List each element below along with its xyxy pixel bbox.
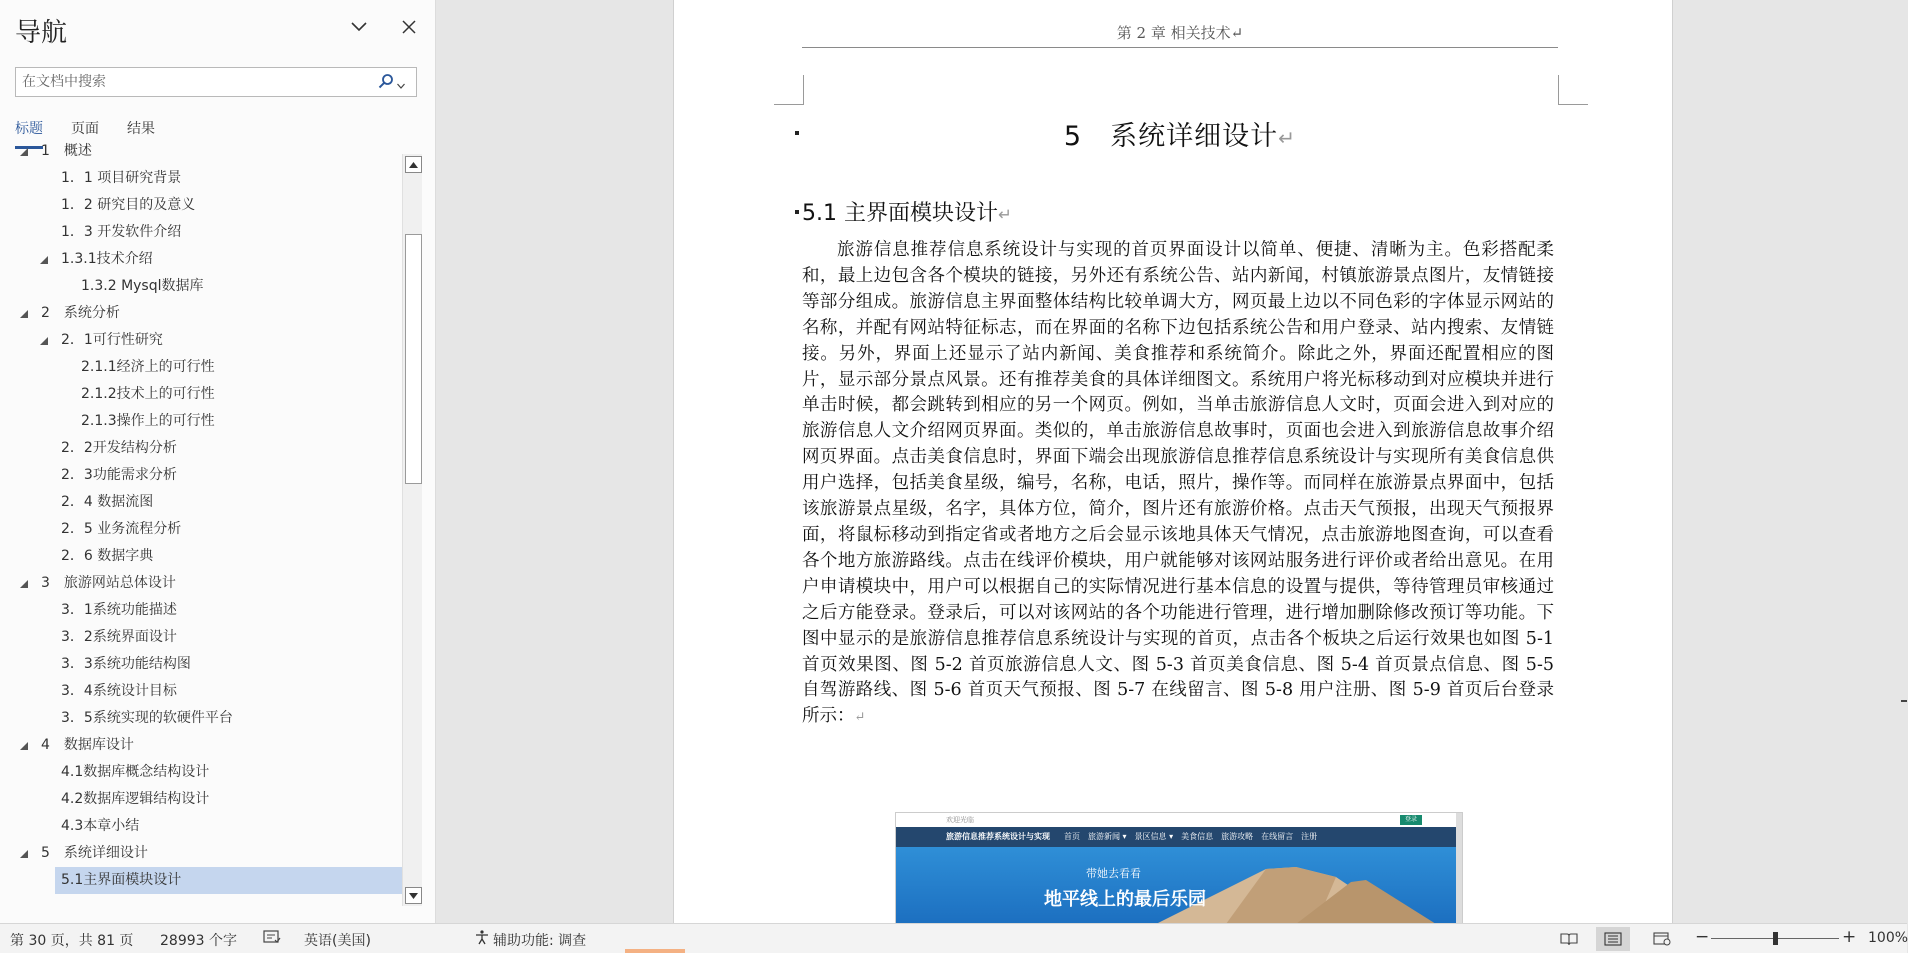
save-progress-indicator [625,949,685,953]
search-input[interactable] [16,68,366,96]
close-icon[interactable] [396,14,422,40]
search-button[interactable] [378,73,410,93]
nav-heading-item[interactable]: 1.3.1技术介绍 [61,251,153,267]
expand-triangle-icon[interactable] [19,309,29,319]
figure-homepage-screenshot[interactable] [895,812,1463,923]
figure-nav-link: 首页 [1064,832,1080,841]
figure-hero-banner [896,847,1462,924]
nav-heading-item[interactable]: 2．4 数据流图 [61,494,154,510]
accessibility-icon[interactable] [474,929,490,949]
nav-heading-item[interactable]: 3．5系统实现的软硬件平台 [61,710,233,726]
running-header: 第 2 章 相关技术↵ [802,22,1558,48]
nav-heading-item[interactable]: 3．3系统功能结构图 [61,656,191,672]
figure-login-button: 登录 [1400,815,1422,825]
document-area[interactable] [437,0,1907,923]
document-page[interactable] [673,0,1673,923]
paragraph-mark: ↵ [997,205,1012,224]
nav-heading-item[interactable]: 2．2开发结构分析 [61,440,177,456]
web-layout-button[interactable] [1645,927,1679,951]
nav-heading-item[interactable]: 4.3本章小结 [61,818,140,834]
triangle-up-icon [409,162,418,168]
expand-triangle-icon[interactable] [19,579,29,589]
word-count[interactable]: 28993 个字 [160,933,237,949]
nav-heading-item[interactable]: 4 数据库设计 [41,737,134,753]
chapter-heading[interactable] [802,114,1558,153]
nav-heading-item[interactable]: 2．5 业务流程分析 [61,521,182,537]
body-paragraph-text: 旅游信息推荐信息系统设计与实现的首页界面设计以简单、便捷、清晰为主。色彩搭配柔和，最上边包含各个模块的链接，另外还有系统公告、站内新闻，村镇旅游景点图片，友情链接等部分组成。旅游信息主界面整体结构比较单调大方，网页最上边以不同色彩的字体显示网站的名称，并配有网站特征标志，而在界面的名称下边包括系统公告和用户登录、站内搜索、友情链接。另外，界面上还显示了站内新闻、美食推荐和系统简介。除此之外，界面还配置相应的图片，显示部分景点风景。还有推荐美食的具体详细图文。系统用户将光标移动到对应模块并进行单击时候，都会跳转到相应的另一个网页。例如，当单击旅游信息人文时，页面会进入到对应的旅游信息人文介绍网页界面。类似的，单击旅游信息故事时，页面也会进入到旅游信息故事介绍网页界面。点击美食信息时，界面下端会出现旅游信息推荐信息系统设计与实现所有美食信息供用户选择，包括美食星级，编号，名称，电话，照片，操作等。而同样在旅游景点界面中，包括该旅游景点星级，名字，具体方位，简介，图片还有旅游价格。点击天气预报，出现天气预报界面，将鼠标移动到指定省或者地方之后会显示该地具体天气情况，点击旅游地图查询，可以查看各个地方旅游路线。点击在线评价模块，用户就能够对该网站服务进行评价或者给出意见。在用户申请模块中，用户可以根据自己的实际情况进行基本信息的设置与提供，等待管理员审核通过之后方能登录。登录后，可以对该网站的各个功能进行管理，进行增加删除修改预订等功能。下图中显示的是旅游信息推荐信息系统设计与实现的首页，点击各个板块之后运行效果也如图 5-1 首页效果图、图 5-2 首页旅游信息人文、图 5-3 首页美食信息、图 5-4 首页景点信息、图 5-5 自驾游路线、图 5-6 首页天气预报、图 5-7 在线留言、图 5-8 用户注册、图 5-9 首页后台登录所示： [802,240,1554,727]
print-layout-button[interactable] [1596,927,1630,951]
figure-brand: 旅游信息推荐系统设计与实现 [946,832,1050,841]
section-heading-text: 5.1 主界面模块设计 [802,201,998,226]
paragraph-mark: ↵ [1278,126,1297,150]
paragraph-bullet [795,210,799,214]
expand-triangle-icon[interactable] [39,255,49,265]
tab-pages[interactable]: 页面 [71,121,99,137]
book-icon [1560,932,1578,946]
paragraph-mark: ↵ [854,710,866,726]
status-bar [0,923,1907,953]
figure-hero-subtitle: 带她去看看 [1086,867,1141,880]
nav-heading-item[interactable]: 4.1数据库概念结构设计 [61,764,210,780]
crop-mark-left [774,75,804,105]
nav-scrollbar[interactable] [402,154,422,906]
nav-heading-item[interactable]: 2．1可行性研究 [61,332,163,348]
figure-welcome-text: 欢迎光临 [946,816,974,824]
nav-heading-item[interactable]: 1.3.2 Mysql数据库 [81,278,204,294]
accessibility-status[interactable]: 辅助功能: 调查 [493,933,587,949]
expand-triangle-icon[interactable] [19,849,29,859]
scroll-down-button[interactable] [405,887,422,904]
nav-heading-item[interactable]: 2.1.2技术上的可行性 [81,386,215,402]
expand-triangle-icon[interactable] [39,336,49,346]
figure-hero-title: 地平线上的最后乐园 [1044,889,1206,910]
nav-heading-item[interactable]: 1．3 开发软件介绍 [61,224,182,240]
nav-pane-title: 导航 [15,18,68,48]
zoom-out-button[interactable]: − [1695,927,1710,947]
nav-heading-item[interactable]: 1．2 研究目的及意义 [61,197,196,213]
nav-heading-item[interactable]: 3．1系统功能描述 [61,602,177,618]
language-indicator[interactable]: 英语(美国) [304,933,371,949]
edge-marker [1901,700,1907,702]
scroll-up-button[interactable] [405,156,422,173]
figure-nav-link: 在线留言 [1261,832,1294,841]
nav-heading-item[interactable]: 3．2系统界面设计 [61,629,177,645]
expand-triangle-icon[interactable] [19,147,29,157]
crop-mark-right [1558,75,1588,105]
zoom-in-button[interactable]: + [1842,927,1857,947]
nav-heading-item[interactable]: 1 概述 [41,143,92,159]
nav-heading-item[interactable]: 2．3功能需求分析 [61,467,177,483]
nav-heading-item[interactable]: 2.1.3操作上的可行性 [81,413,215,429]
dropdown-arrow-icon [397,74,405,93]
figure-nav-link: 注册 [1301,832,1318,841]
section-heading[interactable] [802,196,1012,227]
zoom-level[interactable]: 100% [1868,930,1908,946]
figure-topbar [896,813,1462,827]
nav-heading-item[interactable]: 3 旅游网站总体设计 [41,575,176,591]
figure-nav-link: 旅游新闻 ▾ [1088,832,1127,841]
figure-nav-link: 美食信息 [1181,832,1214,841]
triangle-down-icon [409,893,418,899]
figure-navbar [896,827,1462,847]
read-mode-button[interactable] [1552,927,1586,951]
nav-heading-item[interactable]: 1．1 项目研究背景 [61,170,182,186]
chevron-down-icon[interactable] [346,14,372,40]
body-paragraph[interactable] [802,238,1554,731]
nav-heading-item[interactable]: 2.1.1经济上的可行性 [81,359,215,375]
chapter-heading-text: 5 系统详细设计 [1063,121,1279,152]
navigation-pane [0,0,436,923]
figure-nav-link: 旅游攻略 [1221,832,1254,841]
nav-heading-item[interactable]: 4.2数据库逻辑结构设计 [61,791,210,807]
nav-heading-item[interactable]: 2．6 数据字典 [61,548,154,564]
tab-results[interactable]: 结果 [127,121,155,137]
nav-heading-item[interactable]: 5 系统详细设计 [41,845,148,861]
page-layout-icon [1604,932,1622,946]
scrollbar-thumb[interactable] [405,234,422,484]
expand-triangle-icon[interactable] [19,741,29,751]
heading-tree [0,143,402,906]
nav-search-box [15,67,417,97]
figure-nav-link: 景区信息 ▾ [1134,832,1174,841]
web-layout-icon [1653,932,1671,946]
proofing-icon[interactable] [263,929,281,949]
page-count[interactable]: 第 30 页，共 81 页 [10,933,134,949]
paragraph-bullet [795,131,799,135]
search-icon [378,73,394,93]
zoom-slider-thumb[interactable] [1773,932,1778,945]
tab-headings[interactable]: 标题 [15,118,43,149]
nav-heading-item[interactable]: 2 系统分析 [41,305,120,321]
figure-scrollbar [1456,813,1462,924]
nav-heading-item[interactable]: 3．4系统设计目标 [61,683,177,699]
nav-heading-item[interactable]: 5.1主界面模块设计 [61,872,182,888]
